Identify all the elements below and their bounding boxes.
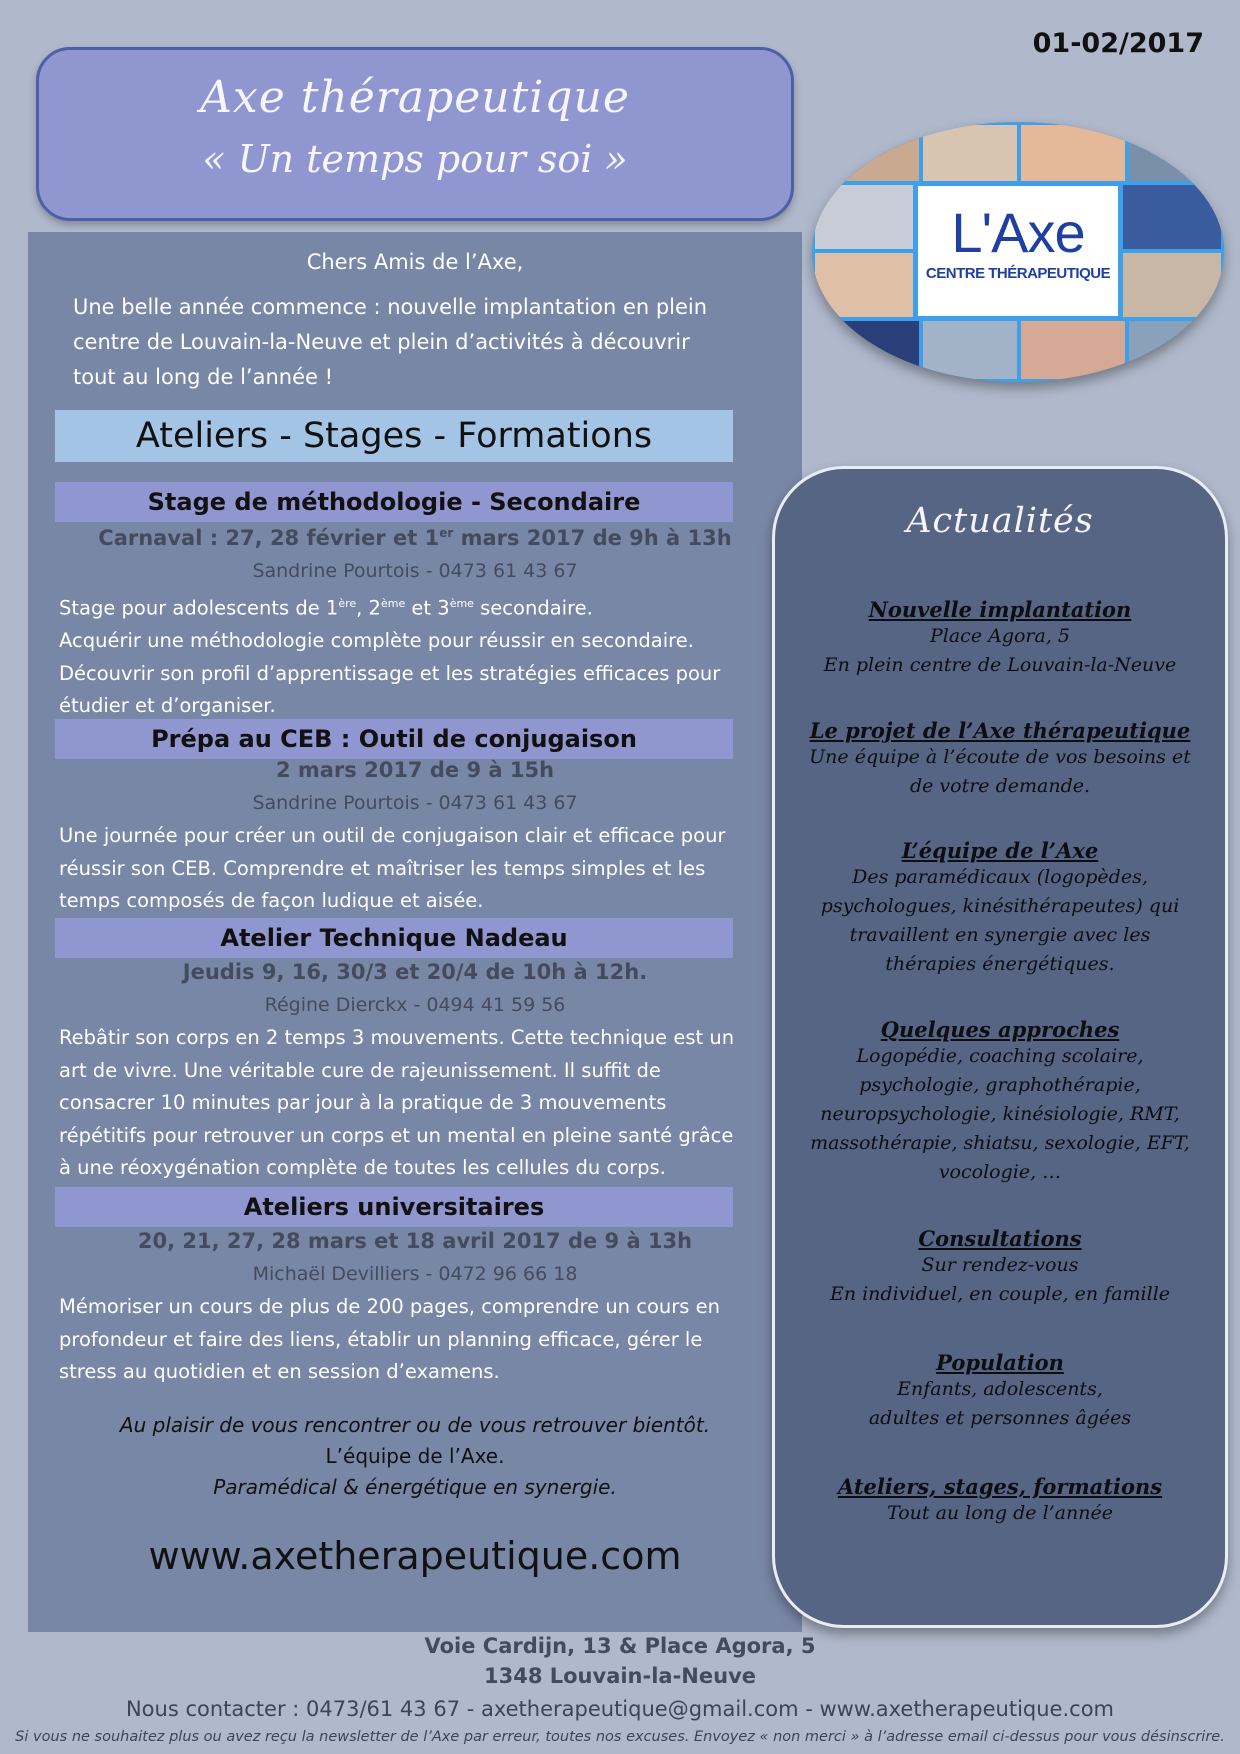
- event-description: [59, 588, 739, 723]
- desc-sup: ème: [380, 597, 406, 610]
- news-item: [775, 597, 1225, 680]
- news-heading: Quelques approches: [880, 1017, 1120, 1042]
- event-contact: Sandrine Pourtois - 0473 61 43 67: [252, 792, 578, 814]
- photo-tile: [812, 122, 922, 184]
- event-title: Stage de méthodologie - Secondaire: [55, 482, 733, 522]
- news-heading: Consultations: [918, 1226, 1082, 1251]
- news-text: Des paramédicaux (logopèdes, psychologues, kinésithérapeutes) qui travaillent en synergie avec les thérapies énergétiques.: [820, 866, 1180, 975]
- news-panel: [772, 466, 1228, 1628]
- intro-text: Une belle année commence : nouvelle implantation en plein centre de Louvain-la-Neuve et plein d’activités à découvrir tout au long de l’année !: [73, 295, 708, 389]
- event-date: 2 mars 2017 de 9 à 15h: [275, 758, 555, 782]
- news-item: [775, 838, 1225, 979]
- desc-part: Acquérir une méthodologie complète pour réussir en secondaire. Découvrir son profil d’apprentissage et les stratégies efficaces pour étudier et d’organiser.: [59, 629, 721, 717]
- photo-tile: [1018, 318, 1128, 382]
- footer-address-1: Voie Cardijn, 13 & Place Agora, 5: [424, 1634, 816, 1658]
- footer-contact: Nous contacter : 0473/61 43 67 - axetherapeutique@gmail.com - www.axetherapeutique.com: [125, 1697, 1115, 1721]
- event-contact: Sandrine Pourtois - 0473 61 43 67: [252, 560, 578, 582]
- news-item: [775, 1017, 1225, 1187]
- news-text: Tout au long de l’année: [887, 1502, 1113, 1524]
- photo-tile: [1120, 182, 1224, 252]
- logo-brand: L'Axe: [951, 201, 1085, 264]
- news-title: Actualités: [906, 501, 1094, 541]
- news-heading: Population: [936, 1350, 1064, 1375]
- logo-collage: [812, 122, 1224, 382]
- event-description: Une journée pour créer un outil de conjugaison clair et efficace pour réussir son CEB. Comprendre et maîtriser les temps simples et les temps composés de façon ludique et aisée.: [59, 824, 726, 912]
- event-title: Prépa au CEB : Outil de conjugaison: [55, 719, 733, 759]
- event-date-sup: er: [439, 526, 454, 540]
- desc-part: et 3: [405, 596, 450, 620]
- photo-tile: [1018, 122, 1128, 184]
- footer-unsubscribe: Si vous ne souhaitez plus ou avez reçu la newsletter de l’Axe par erreur, toutes nos excuses. Envoyez « non merci » à l’adresse email ci-dessus pour vous désinscrire.: [15, 1729, 1225, 1745]
- news-item: [775, 1350, 1225, 1433]
- news-text: Logopédie, coaching scolaire, psychologie, graphothérapie, neuropsychologie, kinésiologie, RMT, massothérapie, shiatsu, sexologie, EFT, vocologie, …: [810, 1045, 1190, 1183]
- event-contact: Régine Dierckx - 0494 41 59 56: [264, 994, 566, 1016]
- closing-line-2: L’équipe de l’Axe.: [325, 1444, 505, 1468]
- closing-message: [28, 1410, 802, 1503]
- photo-tile: [1126, 318, 1224, 382]
- desc-part: , 2: [356, 596, 381, 620]
- news-heading: L’équipe de l’Axe: [901, 838, 1099, 863]
- photo-tile: [1126, 122, 1224, 184]
- news-item: [775, 1226, 1225, 1309]
- news-heading: Nouvelle implantation: [868, 597, 1132, 622]
- main-panel: [28, 232, 802, 1632]
- newsletter-date: 01-02/2017: [1032, 28, 1204, 59]
- section-title: Ateliers - Stages - Formations: [55, 410, 733, 462]
- news-text: Une équipe à l’écoute de vos besoins et de votre demande.: [809, 746, 1191, 797]
- photo-tile: [812, 250, 916, 320]
- desc-sup: ème: [449, 597, 474, 610]
- news-heading: Ateliers, stages, formations: [837, 1474, 1163, 1499]
- event-date-part: mars 2017 de 9h à 13h: [453, 526, 732, 550]
- news-item: [775, 718, 1225, 801]
- event-title: Ateliers universitaires: [55, 1187, 733, 1227]
- photo-tile: [1120, 250, 1224, 320]
- event-description: Mémoriser un cours de plus de 200 pages, comprendre un cours en profondeur et faire des liens, établir un planning efficace, gérer le stress au quotidien et en session d’examens.: [59, 1295, 720, 1383]
- header-title: Axe thérapeutique: [200, 72, 630, 123]
- news-text: Place Agora, 5 En plein centre de Louvain-la-Neuve: [823, 625, 1177, 676]
- header-banner: [36, 47, 794, 221]
- event-date: 20, 21, 27, 28 mars et 18 avril 2017 de 9 à 13h: [137, 1229, 693, 1253]
- photo-tile: [920, 318, 1020, 382]
- news-item: [775, 1474, 1225, 1528]
- footer-address-2: 1348 Louvain-la-Neuve: [483, 1664, 757, 1688]
- news-heading: Le projet de l’Axe thérapeutique: [809, 718, 1191, 743]
- event-description: Rebâtir son corps en 2 temps 3 mouvements. Cette technique est un art de vivre. Une véritable cure de rajeunissement. Il suffit de consacrer 10 minutes par jour à la pratique de 3 mouvements répétitifs pour retrouver un corps et un mental en pleine santé grâce à une réoxygénation complète de toutes les cellules du corps.: [59, 1026, 735, 1179]
- logo-center: [914, 182, 1122, 320]
- event-date-part: Carnaval : 27, 28 février et 1: [98, 526, 440, 550]
- logo-subtitle: CENTRE THÉRAPEUTIQUE: [925, 265, 1111, 282]
- event-date: Jeudis 9, 16, 30/3 et 20/4 de 10h à 12h.: [182, 960, 648, 984]
- desc-part: secondaire.: [473, 596, 593, 620]
- closing-line-1: Au plaisir de vous rencontrer ou de vous retrouver bientôt.: [119, 1413, 711, 1437]
- news-text: Enfants, adolescents, adultes et personnes âgées: [868, 1378, 1132, 1429]
- desc-part: Stage pour adolescents de 1: [59, 596, 339, 620]
- website-link[interactable]: www.axetherapeutique.com: [148, 1534, 682, 1578]
- photo-tile: [920, 122, 1020, 184]
- desc-sup: ère: [338, 597, 357, 610]
- event-date: [28, 526, 802, 550]
- news-text: Sur rendez-vous En individuel, en couple, en famille: [829, 1254, 1171, 1305]
- event-title: Atelier Technique Nadeau: [55, 918, 733, 958]
- closing-line-3: Paramédical & énergétique en synergie.: [213, 1475, 617, 1499]
- header-subtitle: « Un temps pour soi »: [202, 137, 628, 181]
- photo-tile: [812, 182, 916, 252]
- event-contact: Michaël Devilliers - 0472 96 66 18: [252, 1263, 578, 1285]
- greeting: Chers Amis de l’Axe,: [306, 250, 524, 274]
- photo-tile: [812, 318, 922, 382]
